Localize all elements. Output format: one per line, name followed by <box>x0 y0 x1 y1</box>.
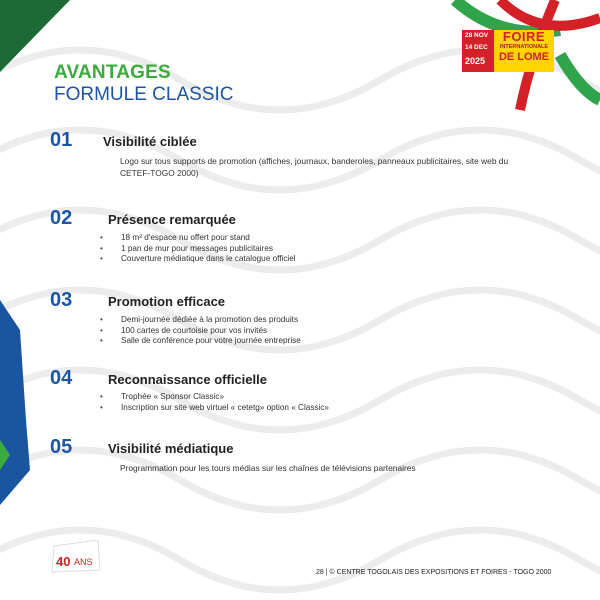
page-title: AVANTAGES <box>54 62 171 83</box>
page-footer: 28 | © CENTRE TOGOLAIS DES EXPOSITIONS ET FOIRES - TOGO 2000 <box>316 569 552 576</box>
page-heading <box>54 62 233 106</box>
section-title: Visibilité ciblée <box>103 134 197 149</box>
section-text: Programmation pour les tours médias sur les chaînes de télévisions partenaires <box>120 463 416 473</box>
left-blue-strip <box>0 300 30 505</box>
anniversary-badge <box>50 540 102 570</box>
section-title: Visibilité médiatique <box>108 441 234 456</box>
logo-date-start: 28 NOV <box>465 32 489 39</box>
section-text: Logo sur tous supports de promotion (affiches, journaux, banderoles, panneaux publicitaires, site web du CETEF-TOGO 2000) <box>120 156 509 178</box>
section-title: Présence remarquée <box>108 212 236 227</box>
section-bullet-list <box>100 392 329 413</box>
section-number: 05 <box>50 436 73 458</box>
list-item: • Inscription sur site web virtuel « cetetg» option « Classic» <box>100 403 329 414</box>
list-item: • 18 m² d'espace nu offert pour stand <box>100 233 296 244</box>
section-number: 04 <box>50 367 73 389</box>
page-subtitle: FORMULE CLASSIC <box>54 84 234 105</box>
badge-unit: ANS <box>74 557 93 567</box>
logo-city: DE LOME <box>498 51 550 63</box>
section-bullet-list <box>100 233 296 265</box>
list-item: • 1 pan de mur pour messages publicitaires <box>100 244 296 255</box>
list-item: • Couverture médiatique dans le catalogue officiel <box>100 254 296 265</box>
list-item: • Demi-journée dédiée à la promotion des produits <box>100 315 301 326</box>
logo-date-end: 14 DEC <box>465 44 488 51</box>
list-item: • 100 cartes de courtoisie pour vos invités <box>100 326 301 337</box>
logo-name: FOIRE <box>502 29 546 44</box>
right-green-stroke <box>560 55 600 100</box>
logo-name-block <box>494 30 554 72</box>
logo-dates-block <box>462 30 494 72</box>
section-number: 03 <box>50 289 73 311</box>
section-number: 01 <box>50 129 73 151</box>
foire-lome-logo <box>462 30 554 72</box>
section-number: 02 <box>50 207 73 229</box>
section-title: Promotion efficace <box>108 294 226 309</box>
logo-subtitle: INTERNATIONALE <box>499 44 549 50</box>
logo-year: 2025 <box>465 56 486 66</box>
section-bullet-list <box>100 315 301 347</box>
badge-number: 40 <box>56 554 71 569</box>
list-item: • Trophée « Sponsor Classic» <box>100 392 329 403</box>
section-title: Reconnaissance officielle <box>108 372 267 387</box>
list-item: • Salle de conférence pour votre journée entreprise <box>100 336 301 347</box>
